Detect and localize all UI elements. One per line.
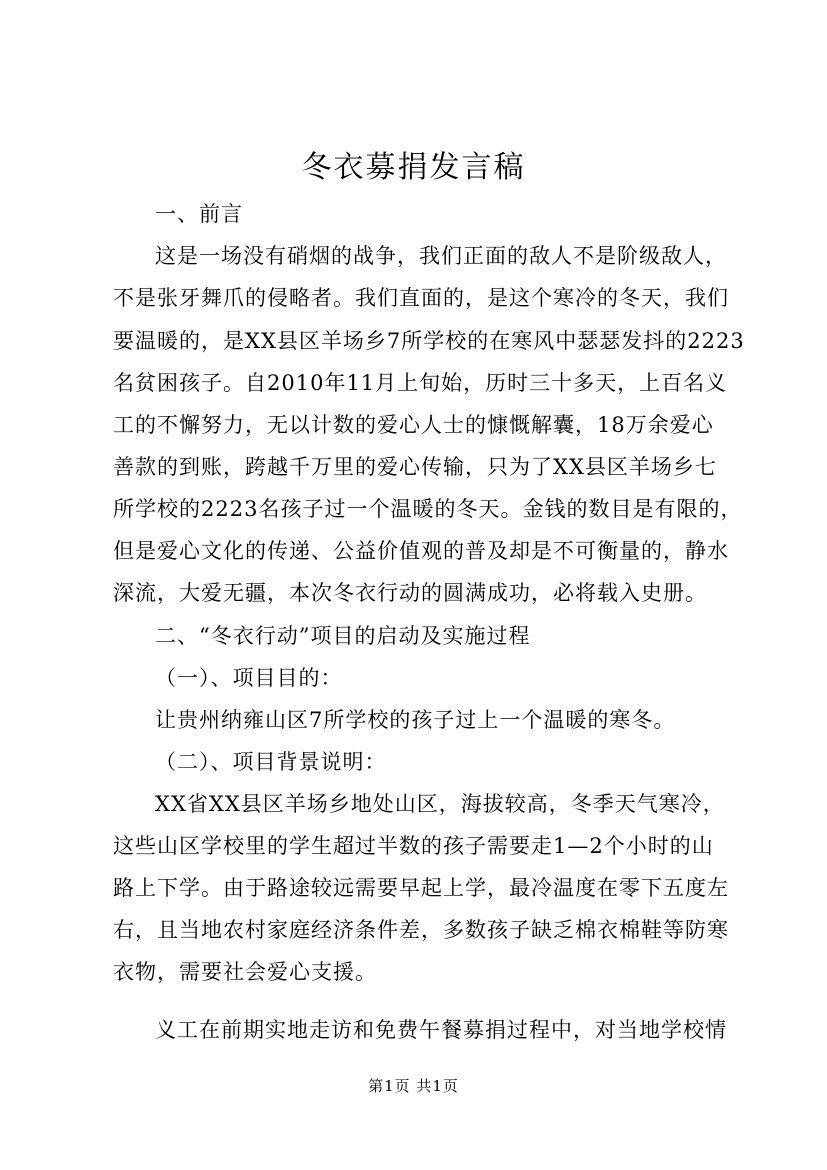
paragraph-line: 这些山区学校里的学生超过半数的孩子需要走1—2个小时的山 — [113, 834, 714, 858]
paragraph-line: 善款的到账，跨越千万里的爱心传输，只为了XX县区羊场乡七 — [113, 455, 717, 479]
subheading-background: （二）、项目背景说明： — [155, 750, 387, 774]
paragraph-line: 义工在前期实地走访和免费午餐募捐过程中，对当地学校情 — [155, 1018, 727, 1042]
paragraph-line: 这是一场没有硝烟的战争，我们正面的敌人不是阶级敌人， — [155, 244, 727, 268]
heading-section-2: 二、“冬衣行动”项目的启动及实施过程 — [155, 624, 531, 648]
paragraph-line: 衣物，需要社会爱心支援。 — [113, 960, 377, 984]
paragraph-line: XX省XX县区羊场乡地处山区，海拔较高，冬季天气寒冷， — [155, 792, 725, 816]
paragraph-line: 右，且当地农村家庭经济条件差，多数孩子缺乏棉衣棉鞋等防寒 — [113, 918, 729, 942]
subheading-purpose: （一）、项目目的： — [155, 666, 343, 690]
paragraph-line: 但是爱心文化的传递、公益价值观的普及却是不可衡量的，静水 — [113, 539, 729, 563]
page-number-footer: 第1页 共1页 — [368, 1077, 459, 1095]
paragraph-line: 不是张牙舞爪的侵略者。我们直面的，是这个寒冷的冬天，我们 — [113, 286, 729, 310]
paragraph-line: 让贵州纳雍山区7所学校的孩子过上一个温暖的寒冬。 — [155, 708, 676, 732]
paragraph-line: 所学校的2223名孩子过一个温暖的冬天。金钱的数目是有限的， — [113, 497, 743, 521]
heading-preface: 一、前言 — [155, 202, 243, 226]
document-title: 冬衣募捐发言稿 — [301, 150, 526, 185]
paragraph-line: 深流，大爱无疆，本次冬衣行动的圆满成功，必将载入史册。 — [113, 581, 707, 605]
paragraph-line: 要温暖的，是XX县区羊场乡7所学校的在寒风中瑟瑟发抖的2223 — [113, 329, 745, 353]
paragraph-line: 工的不懈努力，无以计数的爱心人士的慷慨解囊，18万余爱心 — [113, 413, 714, 437]
paragraph-line: 路上下学。由于路途较远需要早起上学，最冷温度在零下五度左 — [113, 876, 729, 900]
paragraph-line: 名贫困孩子。自2010年11月上旬始，历时三十多天，上百名义 — [113, 371, 728, 395]
